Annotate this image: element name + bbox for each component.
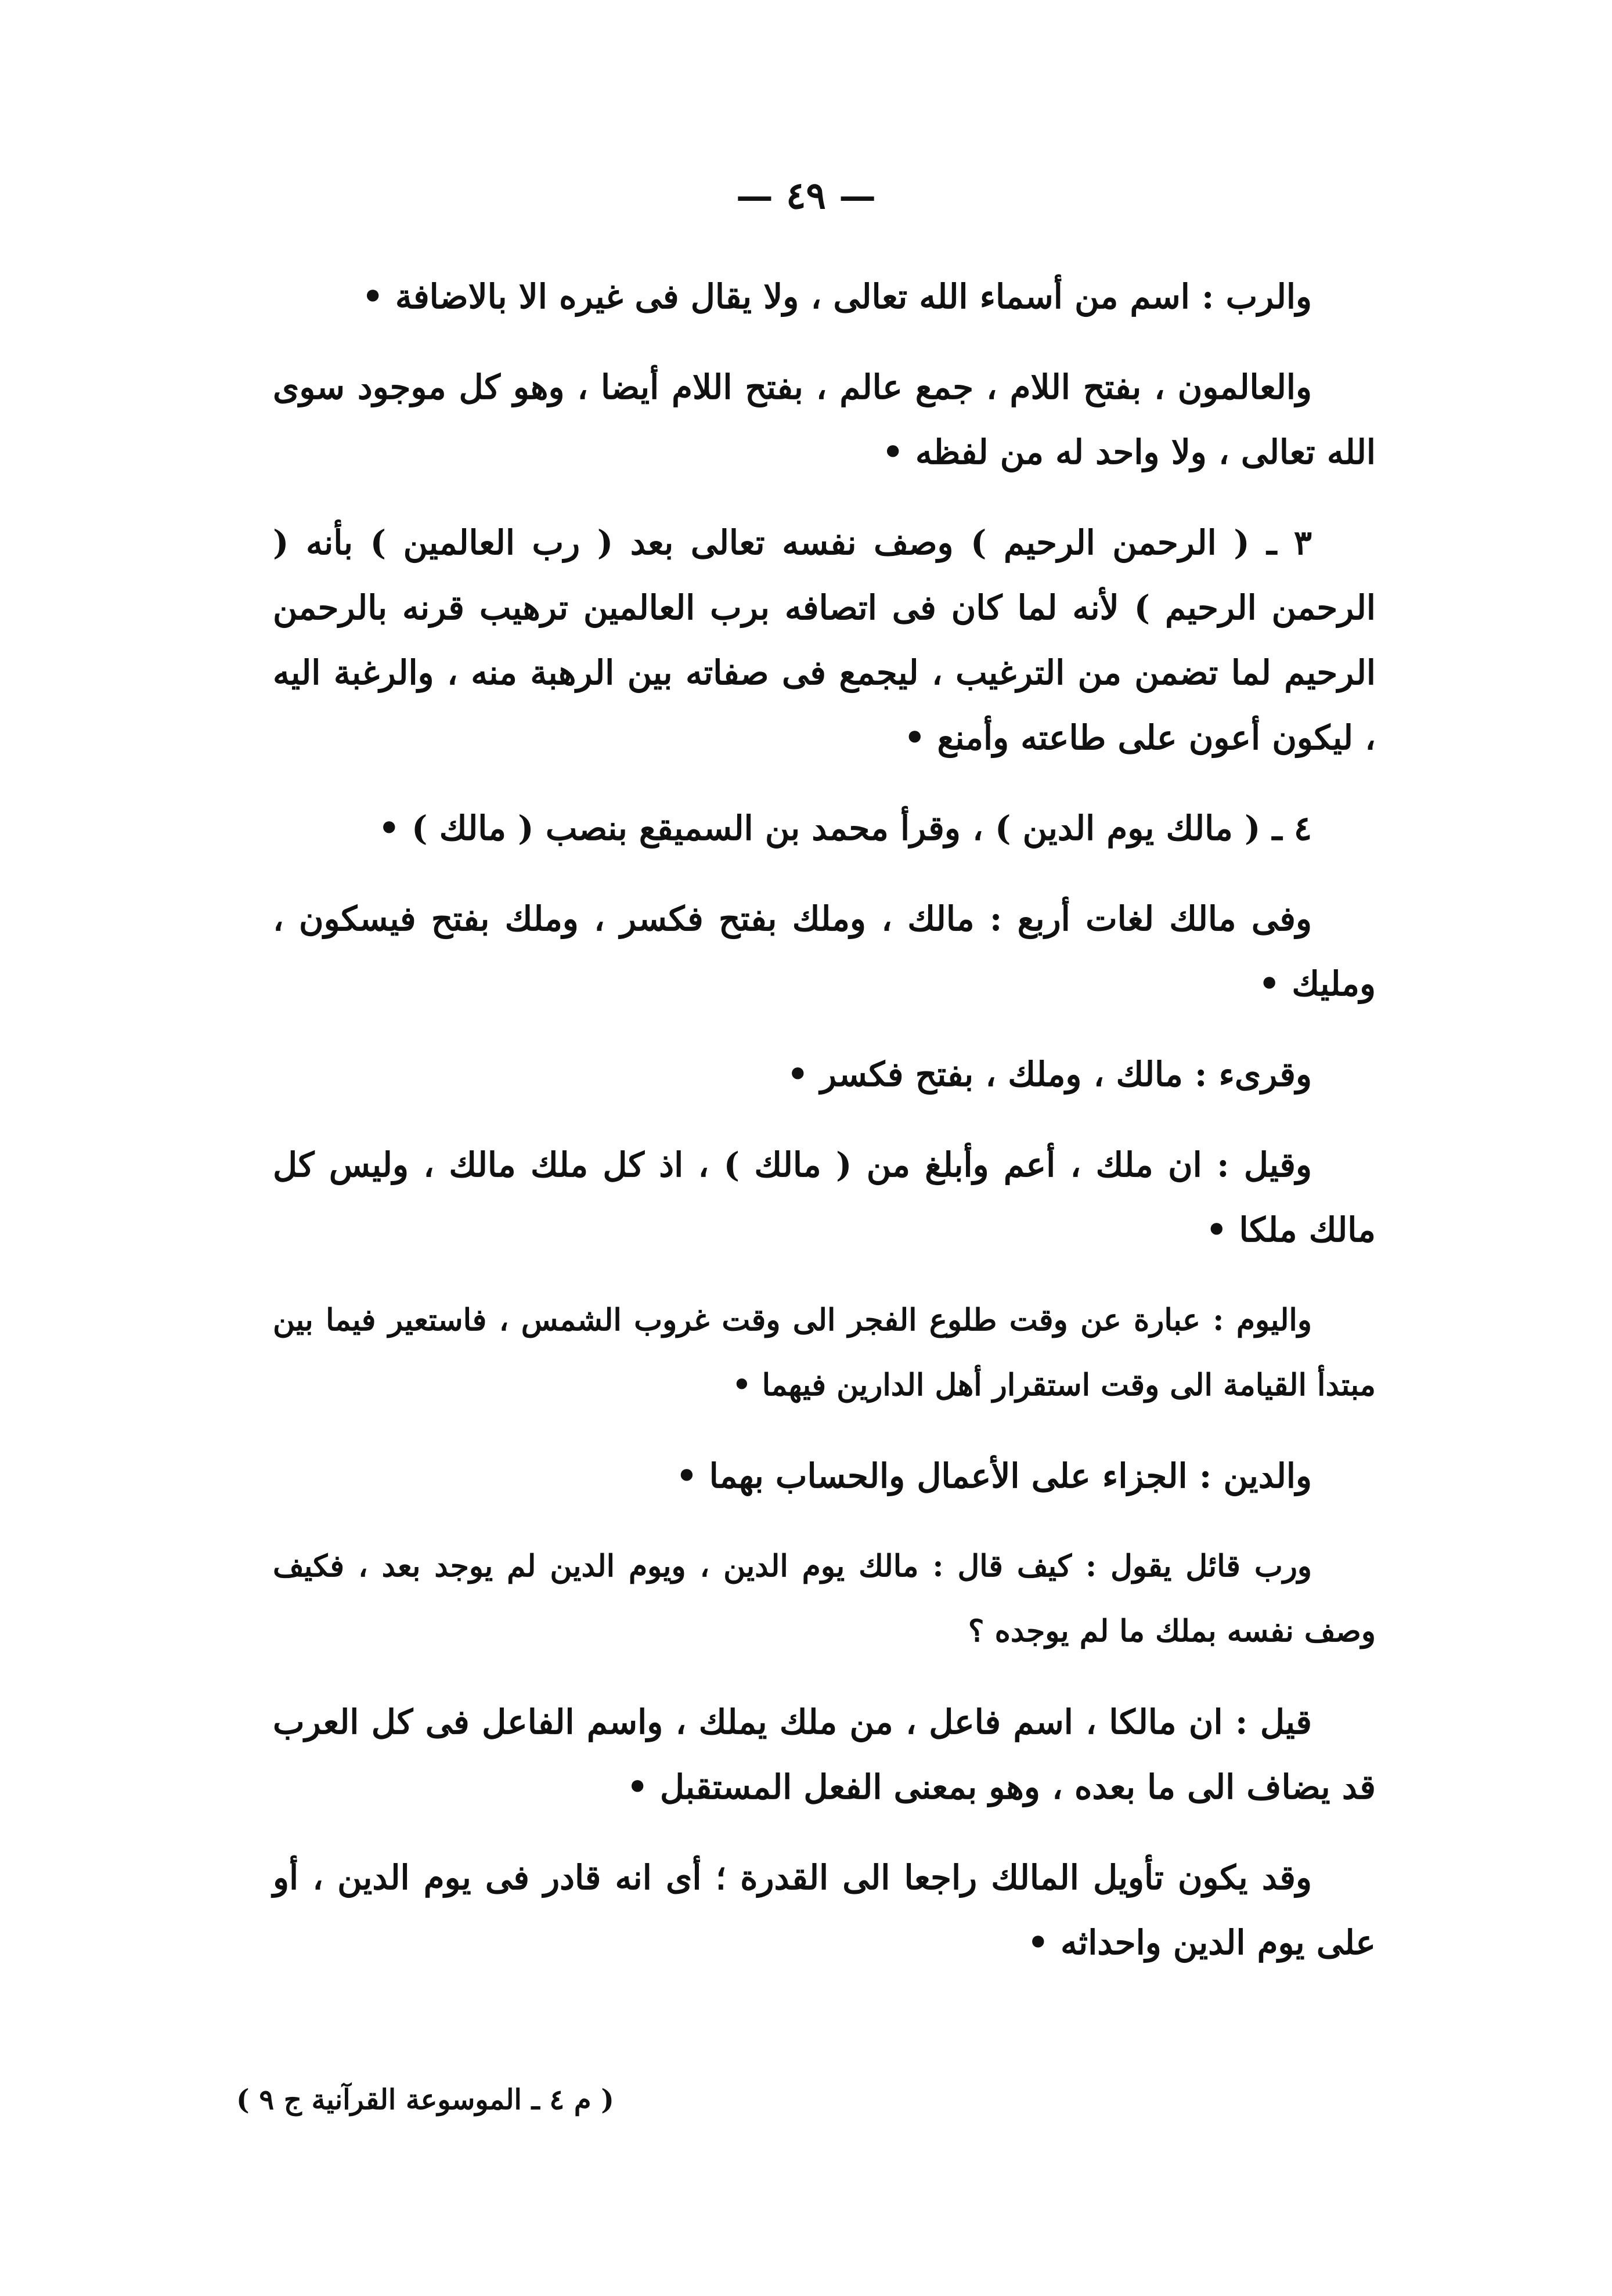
body-text	[273, 264, 1376, 2001]
paragraph-rabb: والرب : اسم من أسماء الله تعالى ، ولا يقال فى غيره الا بالاضافة •	[362, 277, 1312, 316]
paragraph-malik-vs-malik: وقيل : ان ملك ، أعم وأبلغ من ( مالك ) ، اذ كل ملك مالك ، وليس كل مالك ملكا •	[273, 1145, 1376, 1250]
paragraph-yawm: واليوم : عبارة عن وقت طلوع الفجر الى وقت غروب الشمس ، فاستعير فيما بين مبتدأ القيامة الى وقت استقرار أهل الدارين فيهما •	[273, 1302, 1376, 1403]
footer-note: ( م ٤ ـ الموسوعة القرآنية ج ٩ )	[236, 2084, 614, 2116]
paragraph-tawil: وقد يكون تأويل المالك راجعا الى القدرة ؛ أى انه قادر فى يوم الدين ، أو على يوم الدين واحداثه •	[273, 1858, 1376, 1962]
paragraph-din: والدين : الجزاء على الأعمال والحساب بهما •	[676, 1456, 1312, 1496]
paragraph-answer: قيل : ان مالكا ، اسم فاعل ، من ملك يملك ، واسم الفاعل فى كل العرب قد يضاف الى ما بعده ، وهو بمعنى الفعل المستقبل •	[273, 1702, 1376, 1807]
page-number: — ٤٩ —	[735, 174, 877, 218]
paragraph-alamun: والعالمون ، بفتح اللام ، جمع عالم ، بفتح اللام أيضا ، وهو كل موجود سوى الله تعالى ، ولا واحد له من لفظه •	[273, 367, 1376, 472]
paragraph-rahman-rahim: ٣ ـ ( الرحمن الرحيم ) وصف نفسه تعالى بعد ( رب العالمين ) بأنه ( الرحمن الرحيم ) لأنه لما كان فى اتصافه برب العالمين ترهيب قرنه بالرحمن الرحيم لما تضمن من الترغيب ، ليجمع فى صفاته بين الرهبة منه ، والرغبة اليه ، ليكون أعون على طاعته وأمنع •	[273, 523, 1376, 757]
paragraph-qiraat: وقرىء : مالك ، وملك ، بفتح فكسر •	[787, 1055, 1312, 1094]
paragraph-question: ورب قائل يقول : كيف قال : مالك يوم الدين ، ويوم الدين لم يوجد بعد ، فكيف وصف نفسه بملك ما لم يوجده ؟	[273, 1548, 1376, 1649]
paragraph-malik-dialects: وفى مالك لغات أربع : مالك ، وملك بفتح فكسر ، وملك بفتح فيسكون ، ومليك •	[273, 899, 1376, 1003]
paragraph-malik-yawm-aldin: ٤ ـ ( مالك يوم الدين ) ، وقرأ محمد بن السميقع بنصب ( مالك ) •	[378, 808, 1312, 848]
